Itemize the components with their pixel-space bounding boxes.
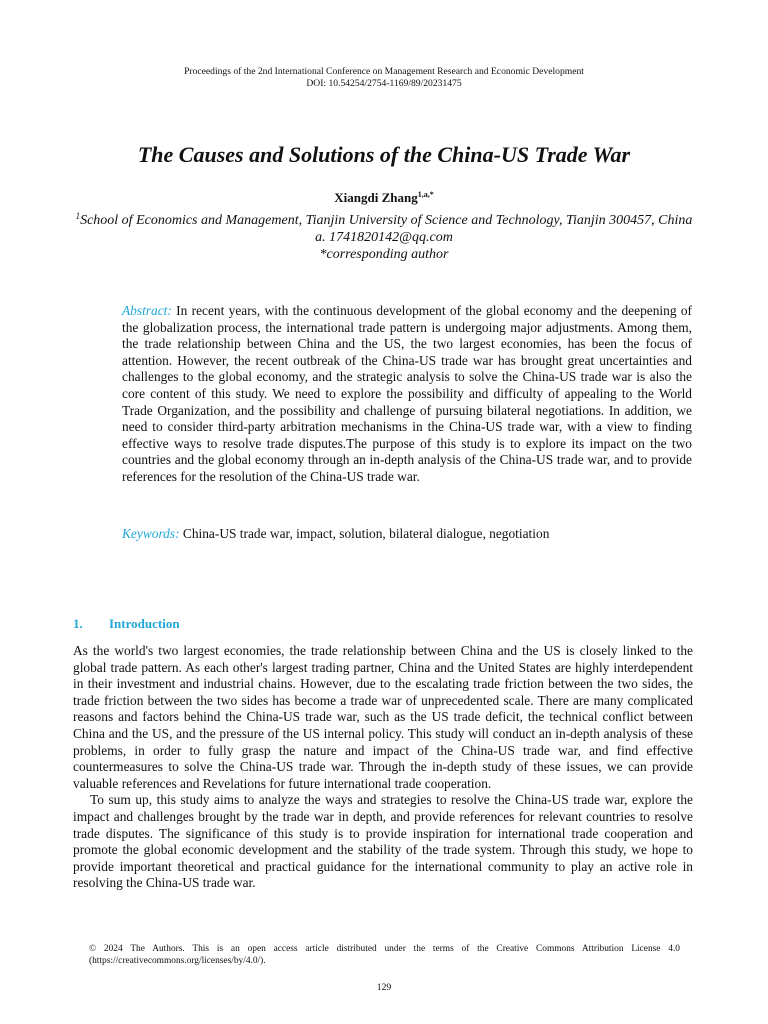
body-paragraph: To sum up, this study aims to analyze the ways and strategies to resolve the China-US trade war, explore the impact and challenges brought by the trade war in depth, and provide references for relevant countries to resolve trade disputes. The significance of this study is to provide inspiration for international trade cooperation and promote the global economic development and the stability of the trade system. Through this study, we hope to provide important theoretical and practical guidance for the international community to play an active role in resolving the China-US trade war. — [73, 792, 693, 891]
body-paragraph: As the world's two largest economies, the trade relationship between China and the US is closely linked to the global trade pattern. As each other's largest trading partner, China and the United States are highly interdependent in their investment and industrial chains. However, due to the escalating trade friction between the two sides, the trade friction between the two sides has become a trade war of unprecedented scale. There are many complicated reasons and factors behind the China-US trade war, such as the US trade deficit, the technical conflict between China and the US, and the pressure of the US internal policy. This study will conduct an in-depth analysis of these problems, in order to fully grasp the nature and impact of the China-US trade war, and find effective countermeasures to solve the China-US trade war. Through the in-depth study of these issues, we can provide valuable references and Revelations for future international trade cooperation. — [73, 643, 693, 791]
conference-name: Proceedings of the 2nd International Conference on Management Research and Economic Development — [184, 66, 584, 77]
affiliation-superscript: 1 — [75, 211, 81, 221]
license-footnote: © 2024 The Authors. This is an open access article distributed under the terms of the Creative Commons Attribution License 4.0 (https://creativecommons.org/licenses/by/4.0/). — [89, 944, 680, 966]
keywords — [122, 526, 692, 543]
running-header — [0, 66, 768, 89]
page-number: 129 — [376, 982, 392, 993]
introduction-body — [73, 643, 693, 892]
section-number: 1. — [73, 616, 83, 631]
corresponding-note: *corresponding author — [319, 246, 449, 262]
abstract-text: In recent years, with the continuous development of the global economy and the deepening of the globalization process, the international trade pattern is undergoing major adjustments. Among them, the trade relationship between China and the US, the two largest economies, has been the focus of attention. However, the recent outbreak of the China-US trade war has brought great uncertainties and challenges to the global economy, and the strategic analysis to solve the China-US trade war is also the core content of this study. We need to explore the possibility and difficulty of appealing to the World Trade Organization, and the possibility and challenge of pursuing bilateral negotiations. In addition, we need to consider third-party arbitration mechanisms in the China-US trade war, with a view to finding effective ways to resolve trade disputes.The purpose of this study is to explore its impact on the two countries and the global economy through an in-depth analysis of the China-US trade war, and to provide references for the resolution of the China-US trade war. — [122, 303, 692, 484]
author-superscript: 1,a,* — [417, 190, 434, 199]
author-email: a. 1741820142@qq.com — [315, 229, 453, 245]
affiliation-text: School of Economics and Management, Tianjin University of Science and Technology, Tianjin 300457, China — [80, 213, 693, 228]
paper-title: The Causes and Solutions of the China-US Trade War — [137, 142, 631, 167]
author-line — [0, 190, 768, 206]
affiliation-block — [70, 213, 698, 263]
author-name: Xiangdi Zhang — [334, 190, 418, 205]
abstract-label: Abstract: — [122, 303, 172, 318]
section-heading-introduction — [73, 615, 473, 632]
abstract — [122, 303, 692, 486]
doi-line: DOI: 10.54254/2754-1169/89/20231475 — [306, 77, 462, 89]
affiliation-line — [70, 213, 698, 230]
keywords-text: China-US trade war, impact, solution, bilateral dialogue, negotiation — [182, 526, 550, 541]
section-title: Introduction — [109, 616, 180, 631]
keywords-label: Keywords: — [122, 526, 180, 541]
